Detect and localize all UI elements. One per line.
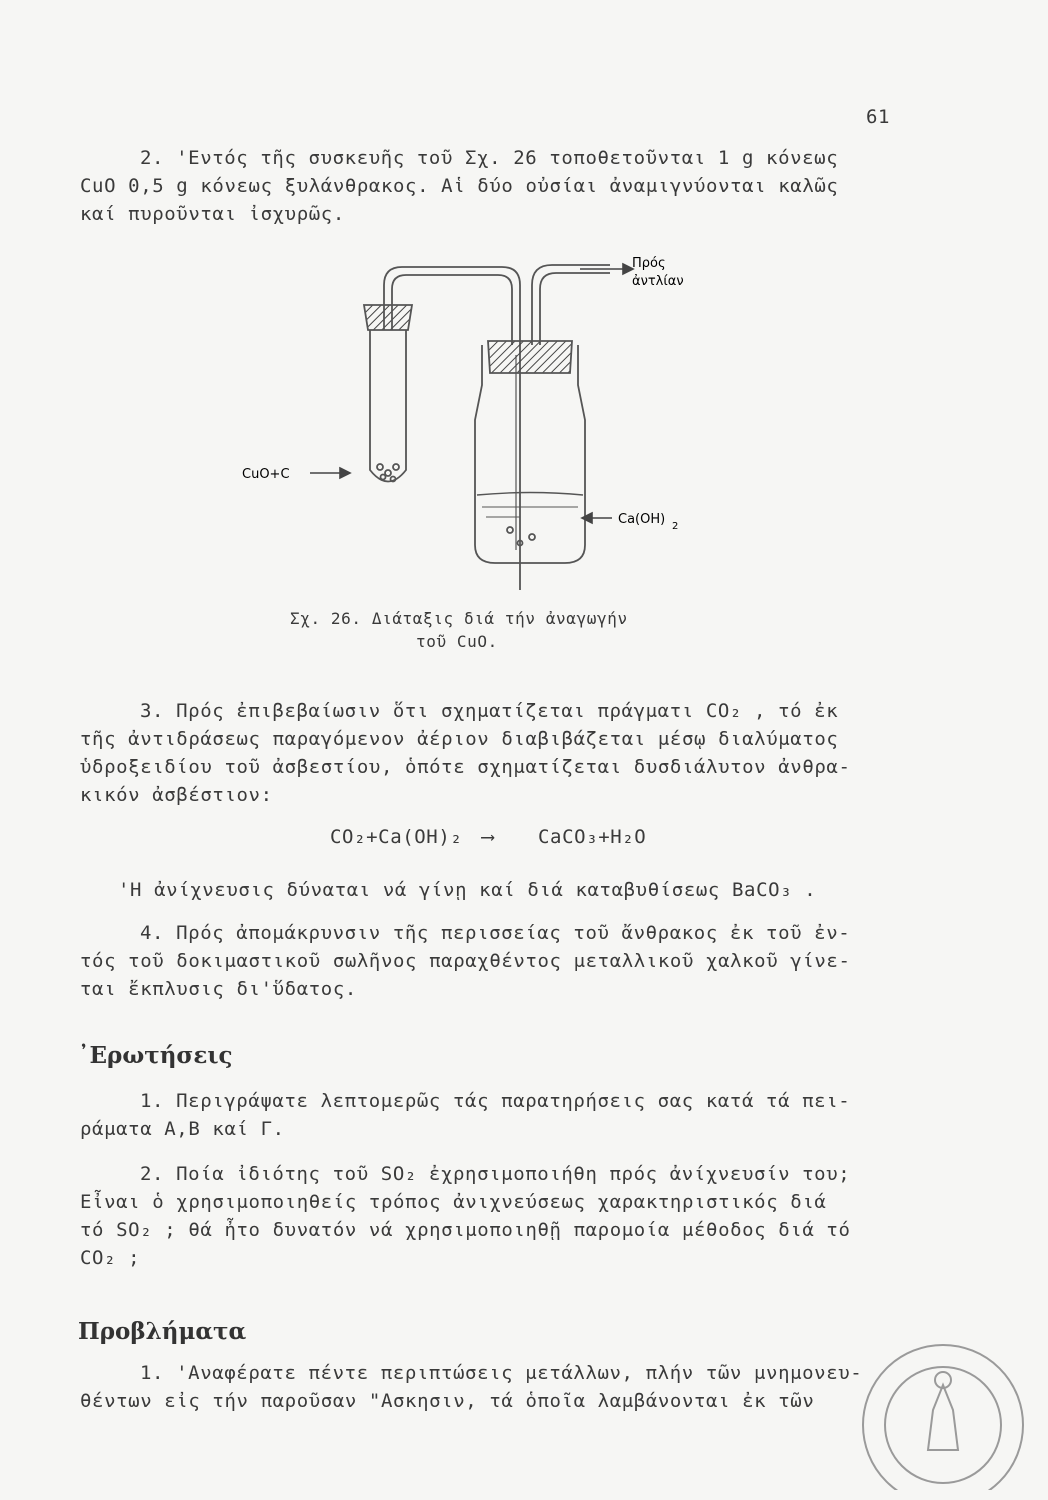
question2-line3: τό SO₂ ; θά ἦτο δυνατόν νά χρησιμοποιηθῇ παρομοία μέθοδος διά τό: [80, 1219, 851, 1241]
tube-label: CuO+C: [242, 467, 290, 482]
bottle-stopper: [488, 341, 572, 373]
question1-line1: 1. Περιγράψατε λεπτομερῶς τάς παρατηρήσεις σας κατά τά πει-: [140, 1090, 851, 1112]
equation-right: CaCO₃+H₂O: [538, 826, 647, 848]
figure-caption-line1: Σχ. 26. Διάταξις διά τήν ἀναγωγήν: [290, 609, 628, 628]
para3-line1: 3. Πρός ἐπιβεβαίωσιν ὅτι σχηματίζεται πράγματι CO₂ , τό ἐκ: [140, 700, 839, 722]
para4-line1: 4. Πρός ἀπομάκρυνσιν τῆς περισσείας τοῦ ἄνθρακος ἐκ τοῦ ἐν-: [140, 922, 851, 944]
equation-left: CO₂+Ca(OH)₂: [330, 826, 463, 848]
question2-line1: 2. Ποία ἰδιότης τοῦ SO₂ ἐχρησιμοποιήθη πρός ἀνίχνευσίν του;: [140, 1163, 851, 1185]
pump-label-2: ἀντλίαν: [632, 274, 684, 289]
para3-line3: ὑδροξειδίου τοῦ ἀσβεστίου, ὁπότε σχηματίζεται δυσδιάλυτον ἀνθρα-: [80, 756, 851, 778]
bottle-label: Ca(OH): [618, 512, 666, 527]
apparatus-diagram: [220, 245, 740, 590]
tube-stopper: [364, 305, 412, 330]
wash-bottle: [475, 345, 585, 563]
heading-questions: ᾿Ερωτήσεις: [78, 1042, 233, 1069]
para4-line3: ται ἔκπλυσις δι'ὕδατος.: [80, 978, 357, 1000]
para2-line1: 2. 'Εντός τῆς συσκευῆς τοῦ Σχ. 26 τοποθετοῦνται 1 g κόνεως: [140, 147, 839, 169]
library-stamp: [858, 1340, 1028, 1490]
para3-line2: τῆς ἀντιδράσεως παραγόμενον ἀέριον διαβιβάζεται μέσῳ διαλύματος: [80, 728, 839, 750]
para3-line4: κικόν ἀσβέστιον:: [80, 784, 273, 806]
para2-line3: καί πυροῦνται ἰσχυρῶς.: [80, 203, 345, 225]
equation-arrow: ⟶: [482, 826, 495, 848]
problem1-line1: 1. 'Αναφέρατε πέντε περιπτώσεις μετάλλων, πλήν τῶν μνημονευ-: [140, 1362, 863, 1384]
para4-line2: τός τοῦ δοκιμαστικοῦ σωλῆνος παραχθέντος μεταλλικοῦ χαλκοῦ γίνε-: [80, 950, 851, 972]
question2-line4: CO₂ ;: [80, 1247, 141, 1269]
bottle-label-sub: 2: [672, 521, 679, 532]
test-tube: [370, 330, 406, 482]
page-number: 61: [866, 106, 891, 128]
figure-caption-line2: τοῦ CuO.: [416, 632, 498, 651]
heading-problems: Προβλήματα: [78, 1318, 247, 1345]
problem1-line2: θέντων εἰς τήν παροῦσαν "Ασκησιν, τά ὁποῖα λαμβάνονται ἐκ τῶν: [80, 1390, 815, 1412]
lime-water: [477, 493, 583, 496]
pump-label: Πρός: [632, 256, 666, 271]
para2-line2: CuO 0,5 g κόνεως ξυλάνθρακος. Αἱ δύο οὐσίαι ἀναμιγνύονται καλῶς: [80, 175, 839, 197]
para3-detection: 'Η ἀνίχνευσις δύναται νά γίνῃ καί διά καταβυθίσεως BaCO₃ .: [118, 879, 817, 901]
question2-line2: Εἶναι ὁ χρησιμοποιηθείς τρόπος ἀνιχνεύσεως χαρακτηριστικός διά: [80, 1191, 827, 1213]
question1-line2: ράματα Α,Β καί Γ.: [80, 1118, 285, 1140]
